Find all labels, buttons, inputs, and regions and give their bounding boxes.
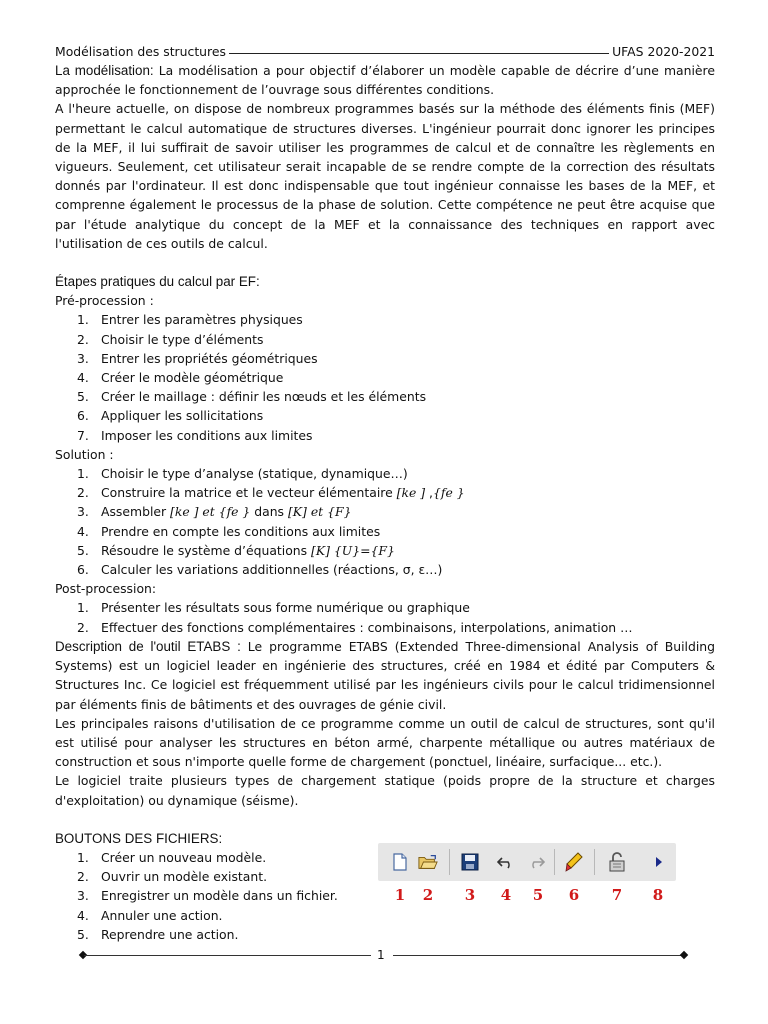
files-title: BOUTONS DES FICHIERS: xyxy=(55,830,223,846)
list-item: 1. Présenter les résultats sous forme numérique ou graphique xyxy=(77,600,470,616)
etabs-toolbar-image xyxy=(378,843,676,904)
steps-title: Étapes pratiques du calcul par EF: xyxy=(55,274,260,290)
list-item: 7. Imposer les conditions aux limites xyxy=(77,427,313,443)
toolbar-number-7: 7 xyxy=(611,885,623,904)
list-item: 5. Créer le maillage : définir les nœuds et les éléments xyxy=(77,389,427,405)
document-page xyxy=(55,43,715,944)
open-folder-icon xyxy=(418,852,438,872)
solution-label: Solution : xyxy=(55,446,114,462)
arrow-right-icon xyxy=(649,852,669,872)
toolbar-number-3: 3 xyxy=(464,885,476,904)
toolbar-number-2: 2 xyxy=(422,885,434,904)
pre-procession-list xyxy=(55,310,715,444)
post-procession-label: Post-procession: xyxy=(55,581,157,597)
list-item: 3. Assembler [ke ] et {fe } dans [K] et {F} xyxy=(77,504,352,520)
list-item: 4. Créer le modèle géométrique xyxy=(77,370,284,386)
list-item: 3. Enregistrer un modèle dans un fichier. xyxy=(77,888,338,904)
toolbar-number-6: 6 xyxy=(568,885,580,904)
intro-paragraph-2: A l'heure actuelle, on dispose de nombreux programmes basés sur la méthode des éléments finis (MEF) permettant le calcul automatique de structures diverses. L'ingénieur pourrait donc ignorer les principes de la MEF, il lui suffirait de savoir utiliser les programmes de calcul et de connaître les règlements en vigueurs. Seulement, cet utilisateur serait incapable de se rendre compte de la correction des résultats donnés par l'ordinateur. Il est donc indispensable que tout ingénieur connaisse les bases de la MEF, et comprenne également le processus de la phase de solution. Cette compétence ne peut être acquise que par l'étude analytique du concept de la MEF et la connaissance des techniques en rapport avec l'utilisation de ces outils de calcul. xyxy=(55,101,715,251)
new-file-icon xyxy=(390,852,410,872)
toolbar-number-5: 5 xyxy=(532,885,544,904)
redo-icon xyxy=(526,852,546,872)
list-item: 5. Reprendre une action. xyxy=(77,926,239,942)
list-item: 3. Entrer les propriétés géométriques xyxy=(77,350,318,366)
etabs-title: Description de l'outil ETABS : xyxy=(55,638,241,654)
list-item: 6. Appliquer les sollicitations xyxy=(77,408,264,424)
page-header xyxy=(55,43,715,61)
list-item: 5. Résoudre le système d’équations [K] {U}={F} xyxy=(77,542,395,558)
footer-diamond-right xyxy=(680,951,688,959)
list-item: 4. Prendre en compte les conditions aux limites xyxy=(77,523,381,539)
etabs-paragraph-1: Description de l'outil ETABS : Le programme ETABS (Extended Three-dimensional Analysis of Building Systems) est un logiciel leader en ingénierie des structures, créé en 1984 et édité par Computers & Structures Inc. Ce logiciel est fréquemment utilisé par les ingénieurs civils pour le calcul tridimensionnel par éléments finis de bâtiments et des ouvrages de génie civil. xyxy=(55,638,715,712)
unlock-icon xyxy=(607,852,627,872)
list-item: 1. Créer un nouveau modèle. xyxy=(77,849,267,865)
intro-text-1: La modélisation a pour objectif d’élaborer un modèle capable de décrire d’une manière approchée le fonctionnement de l’ouvrage sous différentes conditions. xyxy=(55,63,716,98)
pre-procession-label: Pré-procession : xyxy=(55,293,154,309)
list-item: 2. Ouvrir un modèle existant. xyxy=(77,869,268,885)
intro-title: La modélisation: xyxy=(55,63,154,78)
files-section xyxy=(55,848,715,944)
pencil-icon xyxy=(564,852,584,872)
list-item: 2. Effectuer des fonctions complémentaires : combinaisons, interpolations, animation … xyxy=(77,619,633,635)
footer-rule-left xyxy=(84,955,371,956)
toolbar-number-1: 1 xyxy=(394,885,406,904)
header-rule xyxy=(229,53,609,54)
header-right: UFAS 2020-2021 xyxy=(612,44,715,59)
list-item: 6. Calculer les variations additionnelles (réactions, σ, ε…) xyxy=(77,562,443,578)
list-item: 4. Annuler une action. xyxy=(77,907,223,923)
list-item: 2. Construire la matrice et le vecteur élémentaire [ke ] ,{fe } xyxy=(77,485,465,501)
post-procession-list xyxy=(55,598,715,636)
page-footer xyxy=(80,947,688,963)
list-item: 1. Entrer les paramètres physiques xyxy=(77,312,303,328)
toolbar-number-4: 4 xyxy=(500,885,512,904)
footer-rule-right xyxy=(393,955,683,956)
list-item: 2. Choisir le type d’éléments xyxy=(77,331,264,347)
etabs-paragraph-2: Les principales raisons d'utilisation de ce programme comme un outil de calcul de structures, sont qu'il est utilisé pour analyser les structures en béton armé, charpente métallique ou autres matériaux de construction et sous n'importe quelle forme de chargement (ponctuel, linéaire, surfacique... etc.). xyxy=(55,715,715,770)
undo-icon xyxy=(496,852,516,872)
solution-list xyxy=(55,464,715,579)
save-disk-icon xyxy=(460,852,480,872)
list-item: 1. Choisir le type d’analyse (statique, dynamique…) xyxy=(77,466,408,482)
etabs-paragraph-3: Le logiciel traite plusieurs types de chargement statique (poids propre de la structure et charges d'exploitation) ou dynamique (séisme). xyxy=(55,773,715,808)
intro-paragraph-1 xyxy=(55,61,715,99)
toolbar-number-8: 8 xyxy=(652,885,664,904)
header-left: Modélisation des structures xyxy=(55,44,226,59)
page-number: 1 xyxy=(377,948,385,962)
